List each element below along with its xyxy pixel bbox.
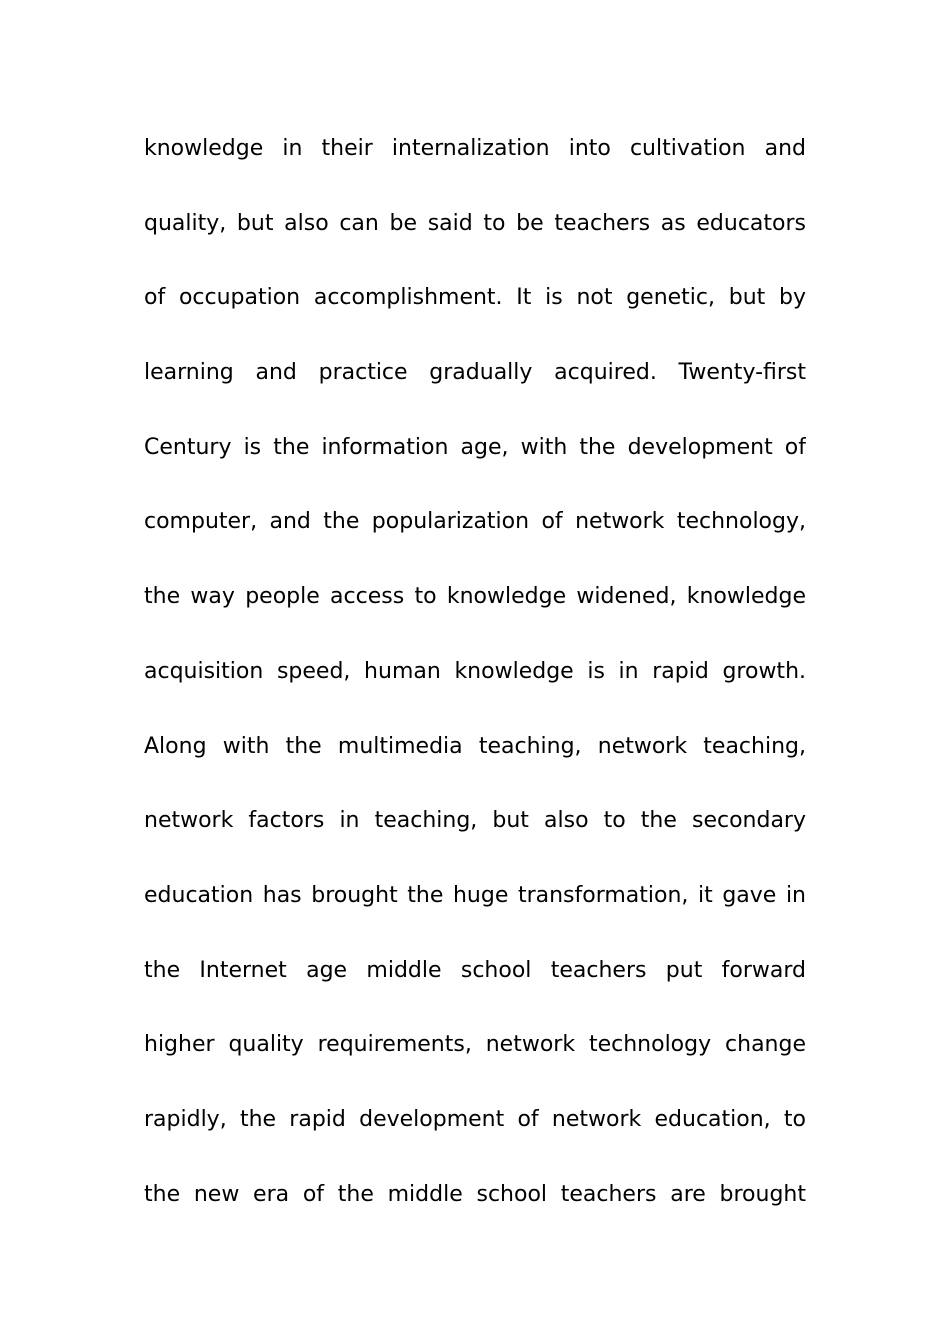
text-line: of occupation accomplishment. It is not genetic, but by	[144, 285, 806, 311]
text-line: acquisition speed, human knowledge is in rapid growth.	[144, 658, 806, 684]
text-line: network factors in teaching, but also to the secondary	[144, 808, 806, 834]
text-line: Along with the multimedia teaching, network teaching,	[144, 733, 806, 759]
text-line: computer, and the popularization of network technology,	[144, 509, 806, 535]
text-line: the Internet age middle school teachers put forward	[144, 957, 806, 983]
text-line: Century is the information age, with the development of	[144, 434, 806, 460]
text-line: education has brought the huge transformation, it gave in	[144, 882, 806, 908]
text-line: rapidly, the rapid development of network education, to	[144, 1106, 806, 1132]
text-line: higher quality requirements, network technology change	[144, 1032, 806, 1058]
text-line: knowledge in their internalization into cultivation and	[144, 136, 806, 161]
text-line: learning and practice gradually acquired. Twenty-first	[144, 360, 806, 386]
text-line: the new era of the middle school teachers are brought	[144, 1181, 806, 1207]
body-paragraph	[144, 128, 806, 1248]
text-line: the way people access to knowledge widened, knowledge	[144, 584, 806, 610]
text-line: quality, but also can be said to be teachers as educators	[144, 210, 806, 236]
